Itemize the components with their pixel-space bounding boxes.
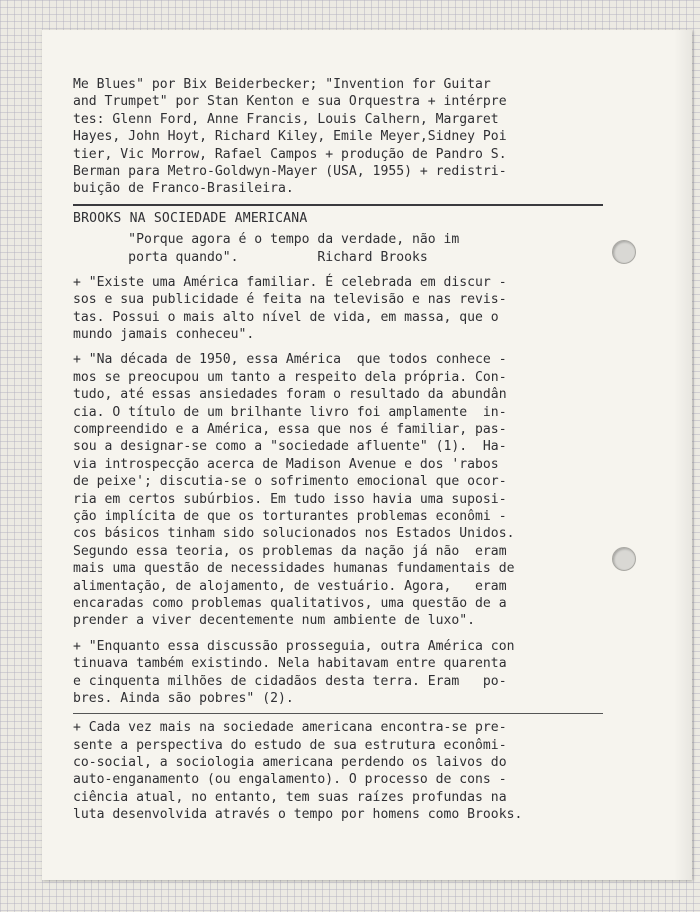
paragraph-line: luta desenvolvida através o tempo por homens como Brooks. — [73, 807, 523, 823]
paragraph-line: ciência atual, no entanto, tem suas raízes profundas na — [73, 789, 507, 805]
paragraph-line: mos se preocupou um tanto a respeito dela própria. Con- — [73, 369, 507, 385]
intro-line: tes: Glenn Ford, Anne Francis, Louis Calhern, Margaret — [73, 111, 499, 127]
paragraph-line: prender a viver decentemente num ambiente de luxo". — [73, 613, 476, 629]
intro-line: Me Blues" por Bix Beiderbecker; "Invention for Guitar — [73, 77, 491, 92]
intro-line: tier, Vic Morrow, Rafael Campos + produção de Pandro S. — [73, 146, 507, 162]
paragraph-divider — [73, 713, 603, 714]
epigraph-line: porta quando". Richard Brooks — [73, 249, 428, 265]
section-divider — [73, 204, 603, 206]
paragraph-line: ção implícita de que os torturantes problemas econômi - — [73, 508, 507, 524]
intro-line: buição de Franco-Brasileira. — [73, 181, 294, 197]
paragraph-line: cos básicos tinham sido solucionados nos Estados Unidos. — [73, 526, 515, 542]
intro-line: Berman para Metro-Goldwyn-Mayer (USA, 1955) + redistri- — [73, 163, 507, 179]
intro-line: Hayes, John Hoyt, Richard Kiley, Emile Meyer,Sidney Poi — [73, 129, 507, 145]
paragraph-line: cia. O título de um brilhante livro foi amplamente in- — [73, 404, 507, 420]
section-title: BROOKS NA SOCIEDADE AMERICANA — [73, 210, 308, 226]
paragraph-line: via introspecção acerca de Madison Avenue e dos 'rabos — [73, 456, 499, 472]
paragraph-line: mundo jamais conheceu". — [73, 327, 255, 343]
paragraph-3 — [73, 638, 603, 708]
paragraph-4 — [73, 719, 603, 823]
paragraph-line: sente a perspectiva do estudo de sua estrutura econômi- — [73, 737, 507, 753]
intro-line: and Trumpet" por Stan Kenton e sua Orquestra + intérpre — [73, 94, 507, 110]
paragraph-line: auto-enganamento (ou engalamento). O processo de cons - — [73, 772, 507, 788]
paragraph-line: bres. Ainda são pobres" (2). — [73, 690, 294, 706]
paragraph-line: ria em certos subúrbios. Em tudo isso havia uma suposi- — [73, 491, 507, 507]
paragraph-line: + "Enquanto essa discussão prosseguia, outra América con — [73, 638, 515, 654]
page-content — [73, 76, 603, 824]
paragraph-line: + Cada vez mais na sociedade americana encontra-se pre- — [73, 720, 507, 736]
intro-block — [73, 76, 603, 198]
paragraph-line: co-social, a sociologia americana perdendo os laivos do — [73, 755, 507, 771]
paragraph-1 — [73, 274, 603, 344]
paragraph-line: de peixe'; discutia-se o sofrimento emocional que ocor- — [73, 474, 507, 490]
epigraph-line: "Porque agora é o tempo da verdade, não im — [73, 232, 460, 248]
paragraph-line: sou a designar-se como a "sociedade afluente" (1). Ha- — [73, 439, 507, 455]
paragraph-line: tudo, até essas ansiedades foram o resultado da abundân — [73, 387, 507, 403]
paragraph-line: mais uma questão de necessidades humanas fundamentais de — [73, 561, 515, 577]
paragraph-line: encaradas como problemas qualitativos, uma questão de a — [73, 595, 507, 611]
punch-hole-top — [612, 240, 636, 264]
epigraph — [73, 231, 603, 266]
paragraph-line: sos e sua publicidade é feita na televisão e nas revis- — [73, 292, 507, 308]
paragraph-line: compreendido e a América, essa que nos é familiar, pas- — [73, 422, 507, 438]
paragraph-line: alimentação, de alojamento, de vestuário. Agora, eram — [73, 578, 507, 594]
paragraph-2 — [73, 351, 603, 629]
paragraph-line: e cinquenta milhões de cidadãos desta terra. Eram po- — [73, 673, 507, 689]
paragraph-line: + "Na década de 1950, essa América que todos conhece - — [73, 352, 507, 368]
paragraph-line: + "Existe uma América familiar. É celebrada em discur - — [73, 274, 507, 290]
paragraph-line: tinuava também existindo. Nela habitavam entre quarenta — [73, 656, 507, 672]
paragraph-line: tas. Possui o mais alto nível de vida, em massa, que o — [73, 309, 499, 325]
paragraph-line: Segundo essa teoria, os problemas da nação já não eram — [73, 543, 507, 559]
punch-hole-bottom — [612, 547, 636, 571]
